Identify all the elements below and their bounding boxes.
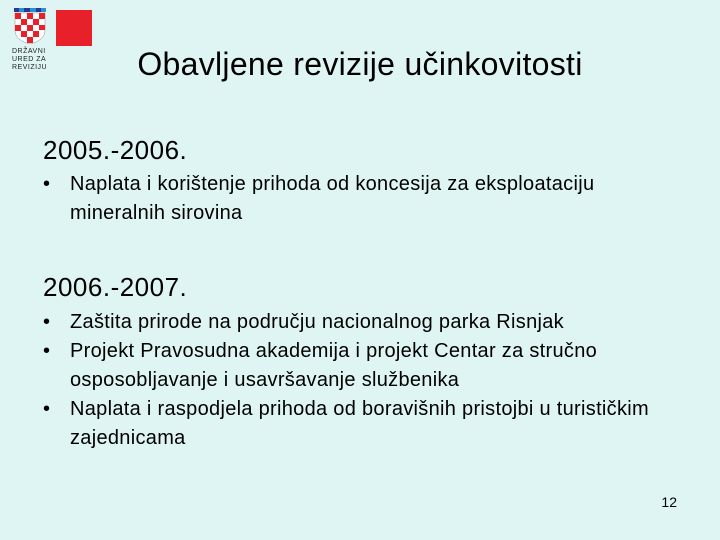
list-item: • Naplata i raspodjela prihoda od boravišnih pristojbi u turističkim zajednicama (43, 395, 683, 453)
bullet-list-2006-2007 (43, 308, 683, 453)
section-heading-2006-2007: 2006.-2007. (43, 272, 188, 302)
logo-red-square (56, 10, 92, 46)
logo-line: URED ZA (12, 56, 47, 63)
bullet-list-2005-2006 (43, 170, 683, 228)
croatian-coat-of-arms-icon (14, 8, 46, 44)
logo-line: REVIZIJU (12, 64, 48, 71)
section-heading-2005-2006: 2005.-2006. (43, 135, 188, 165)
list-item: • Projekt Pravosudna akademija i projekt Centar za stručno osposobljavanje i usavršavanje službenika (43, 337, 683, 395)
list-item: • Naplata i korištenje prihoda od koncesija za eksploataciju mineralnih sirovina (43, 170, 683, 228)
logo-line: DRŽAVNI (12, 48, 46, 55)
page-number: 12 (661, 494, 677, 510)
slide-title: Obavljene revizije učinkovitosti (137, 46, 583, 82)
list-item: • Zaštita prirode na području nacionalnog parka Risnjak (43, 308, 683, 337)
